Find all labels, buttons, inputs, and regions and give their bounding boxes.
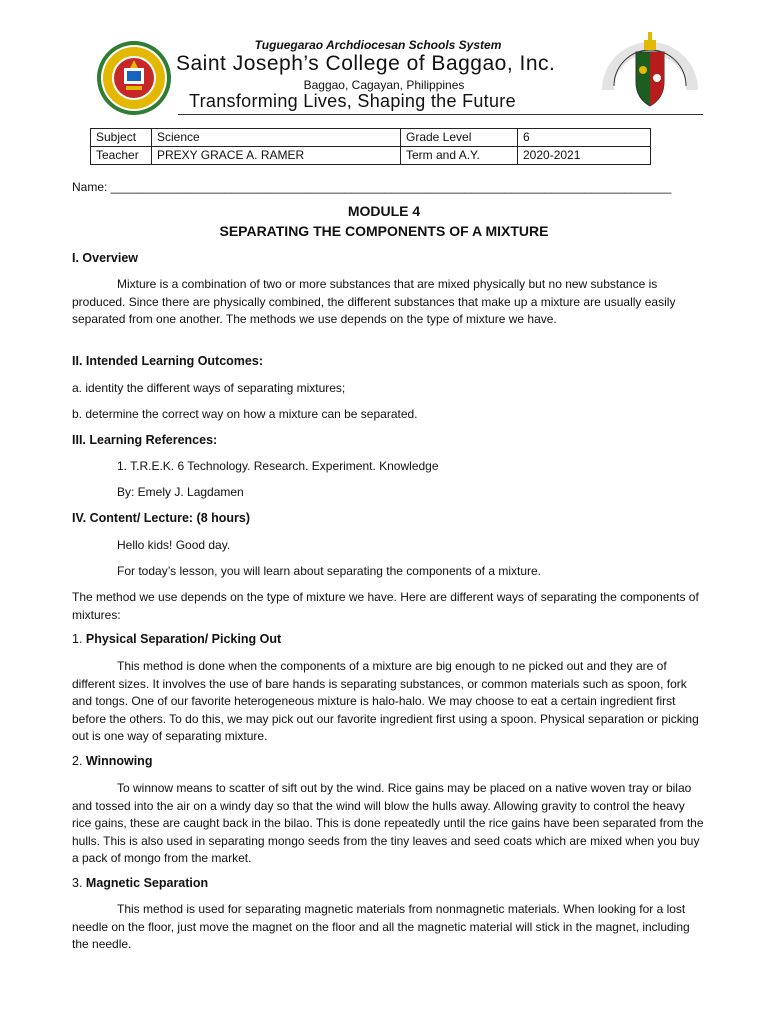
student-name-field[interactable]: Name: ____________________________________________________________________________________	[72, 180, 672, 194]
method-text: This method is done when the components of a mixture are big enough to ne picked out and they are of different sizes. It involves the use of bare hands is separating substances, or common materials such as spoon, fork and tongs. One of our favorite heterogeneous mixture is halo-halo. We may choose to eat a certain ingredient first before the others. To do this, we may pick out our favorite ingredient first using a spoon. Physical separation or picking out is one way of separating mixture.	[72, 659, 699, 743]
outcomes-heading: II. Intended Learning Outcomes:	[72, 354, 263, 368]
content-heading: IV. Content/ Lecture: (8 hours)	[72, 511, 251, 525]
method-name: Physical Separation/ Picking Out	[85, 632, 282, 646]
header-rule	[178, 114, 703, 115]
college-motto: Transforming Lives, Shaping the Future	[189, 91, 516, 111]
method-heading	[72, 632, 281, 646]
overview-text: Mixture is a combination of two or more substances that are mixed physically but no new substance is produced. Since there are physically combined, the different substances that make up a mixture are usually easily separated from one another. The methods we use depends on the type of mixture we have.	[72, 277, 676, 326]
table-row	[91, 147, 651, 165]
table-cell: 6	[518, 129, 651, 147]
methods-lead-text: The method we use depends on the type of mixture we have. Here are different ways of separating the components of mixtures:	[72, 590, 699, 622]
school-system-name: Tuguegarao Archdiocesan Schools System	[254, 38, 502, 52]
reference-item: 1. T.R.E.K. 6 Technology. Research. Experiment. Knowledge	[117, 459, 439, 473]
letterhead	[0, 0, 768, 118]
method-text: To winnow means to scatter of sift out by the wind. Rice gains may be placed on a native woven tray or bilao and tossed into the air on a windy day so that the wind will blow the hulls away. Allowing gravity to control the heavy rice gains, these are caught back in the bilao. This is done repeatedly until the rice gains have been separated from the hulls. This is also used in separating mongo seeds from the tiny leaves and seed coats which are mixed when you buy a pack of mongo from the market.	[72, 781, 704, 865]
archdiocesan-crest-logo	[600, 30, 700, 112]
method-number: 3.	[72, 876, 83, 890]
reference-item: By: Emely J. Lagdamen	[117, 485, 244, 499]
method-name: Magnetic Separation	[85, 876, 209, 890]
college-address: Baggao, Cagayan, Philippines	[303, 78, 465, 92]
table-cell: Science	[152, 129, 401, 147]
method-name: Winnowing	[85, 754, 153, 768]
greeting-text: Hello kids! Good day.	[117, 538, 231, 552]
method-number: 1.	[72, 632, 83, 646]
outcome-item: b. determine the correct way on how a mixture can be separated.	[72, 407, 418, 421]
references-heading: III. Learning References:	[72, 433, 218, 447]
table-cell: 2020-2021	[518, 147, 651, 165]
table-row	[91, 129, 651, 147]
module-title: SEPARATING THE COMPONENTS OF A MIXTURE	[219, 223, 549, 239]
module-number: MODULE 4	[347, 203, 421, 219]
table-cell: Subject	[91, 129, 152, 147]
subject-info-table	[90, 128, 651, 165]
lesson-intro-text: For today’s lesson, you will learn about separating the components of a mixture.	[117, 564, 542, 578]
method-number: 2.	[72, 754, 83, 768]
table-cell: Teacher	[91, 147, 152, 165]
table-cell: PREXY GRACE A. RAMER	[152, 147, 401, 165]
method-heading	[72, 876, 208, 890]
outcome-item: a. identity the different ways of separating mixtures;	[72, 381, 346, 395]
table-cell: Term and A.Y.	[401, 147, 518, 165]
method-text: This method is used for separating magnetic materials from nonmagnetic materials. When looking for a lost needle on the floor, just move the magnet on the floor and all the magnetic material will stick in the magnet, including the needle.	[72, 902, 690, 951]
college-name: Saint Joseph’s College of Baggao, Inc.	[176, 52, 556, 75]
table-cell: Grade Level	[401, 129, 518, 147]
overview-heading: I. Overview	[72, 251, 139, 265]
method-heading	[72, 754, 152, 768]
